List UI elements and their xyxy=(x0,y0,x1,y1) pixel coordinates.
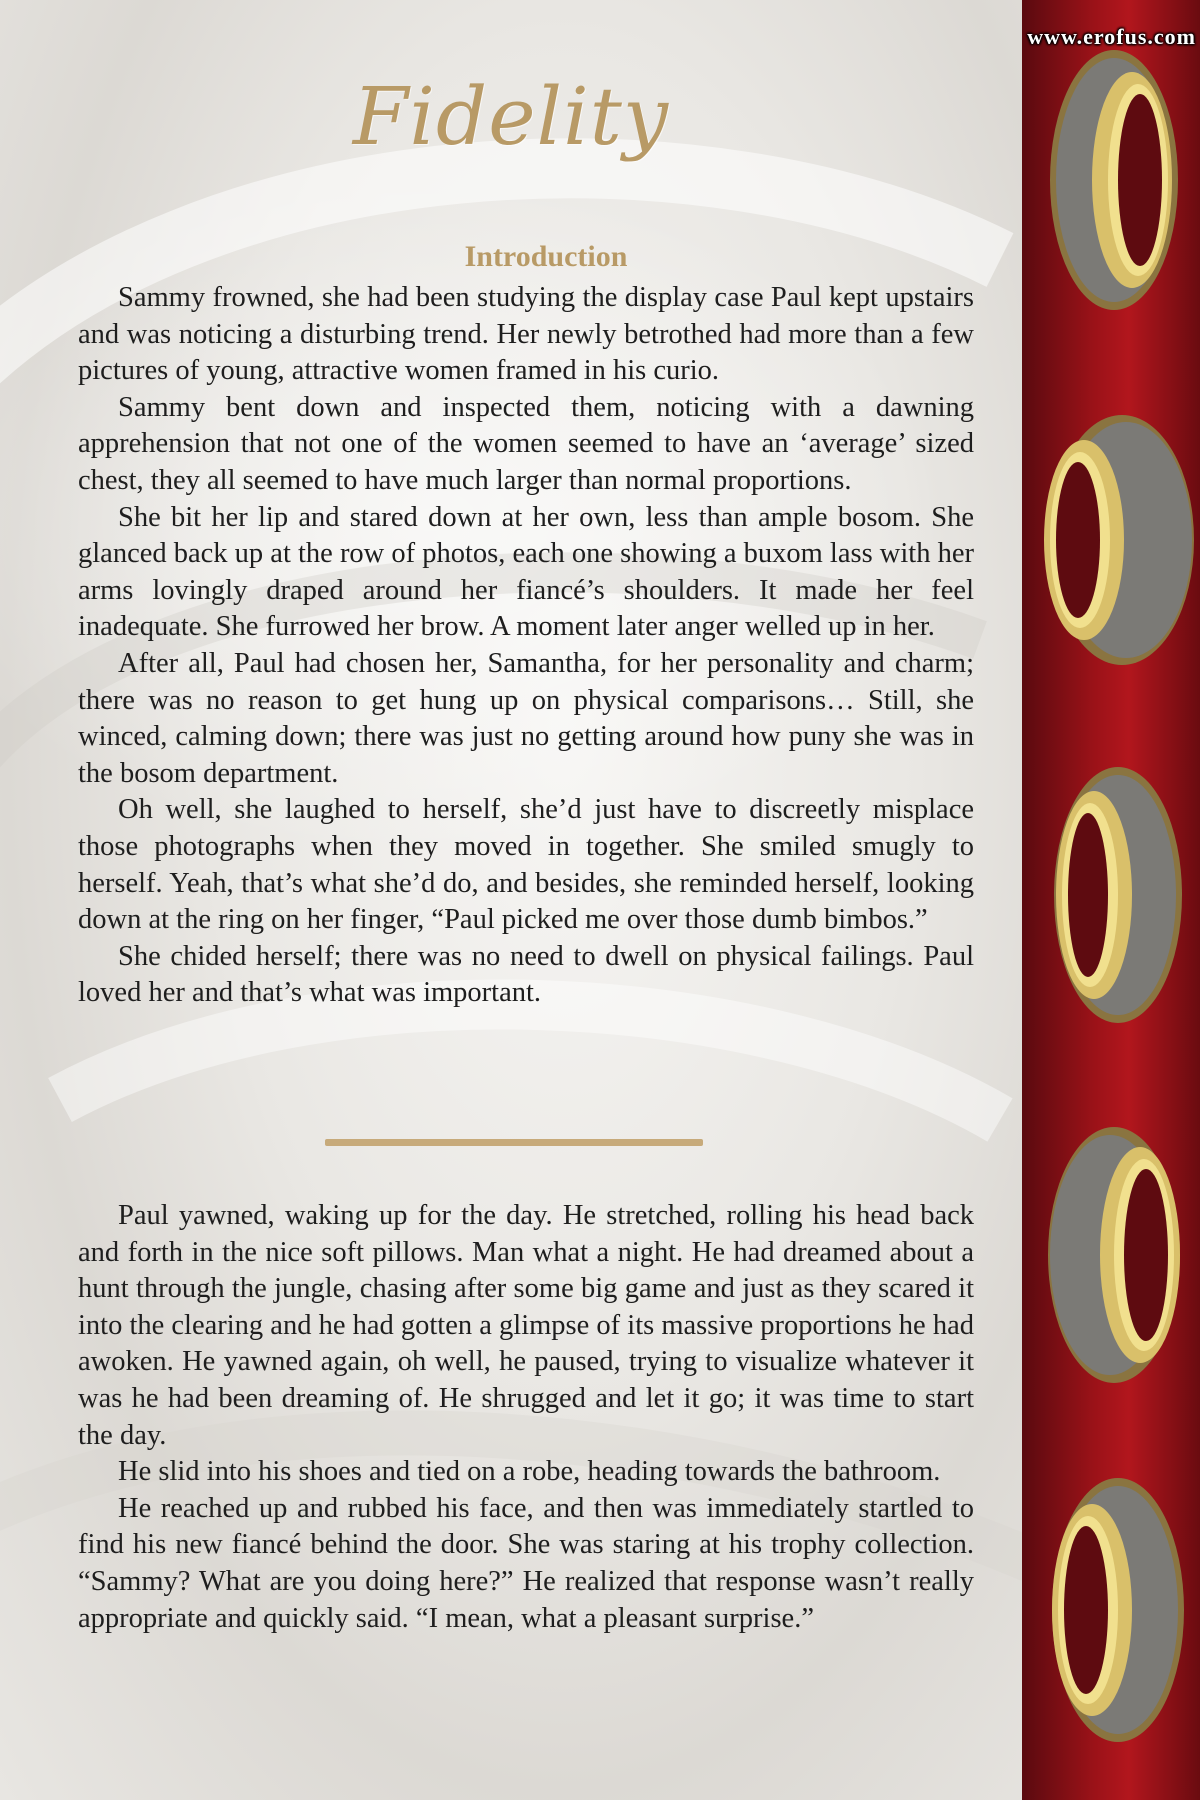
ring-icon xyxy=(1022,750,1200,1040)
paragraph: After all, Paul had chosen her, Samantha, for her personality and charm; there was no reason to get hung up on physical comparisons… Still, she winced, calming down; there was just no getting around how puny she was in the bosom department. xyxy=(78,647,974,789)
section-divider xyxy=(325,1139,703,1146)
story-title: Fidelity xyxy=(352,70,670,163)
ring-sidebar xyxy=(1022,0,1200,1800)
ring-icon xyxy=(1022,1460,1200,1760)
paragraph: He slid into his shoes and tied on a robe, heading towards the bathroom. xyxy=(118,1456,941,1488)
section-heading: Introduction xyxy=(464,240,628,273)
ring-icon xyxy=(1022,1110,1200,1400)
paragraph: Oh well, she laughed to herself, she’d just have to discreetly misplace those photographs when they moved in together. She smiled smugly to herself. Yeah, that’s what she’d do, and besides, she reminded herself, looking down at the ring on her finger, “Paul picked me over those dumb bimbos.” xyxy=(78,794,974,936)
ring-icon xyxy=(1022,400,1200,680)
watermark: www.erofus.com xyxy=(1027,24,1196,49)
paragraph: She bit her lip and stared down at her own, less than ample bosom. She glanced back up at the row of photos, each one showing a buxom lass with her arms lovingly draped around her fiancé’s shoulders. It made her feel inadequate. She furrowed her brow. A moment later anger welled up in her. xyxy=(78,501,974,643)
paragraph: He reached up and rubbed his face, and then was immediately startled to find his new fiancé behind the door. She was staring at his trophy collection. “Sammy? What are you doing here?” He realized that response wasn’t really appropriate and quickly said. “I mean, what a pleasant surprise.” xyxy=(78,1492,974,1634)
ring-icon xyxy=(1022,30,1200,330)
paragraph: Paul yawned, waking up for the day. He stretched, rolling his head back and forth in the nice soft pillows. Man what a night. He had dreamed about a hunt through the jungle, chasing after some big game and just as they scared it into the clearing and he had gotten a glimpse of its massive proportions he had awoken. He yawned again, oh well, he paused, trying to visualize whatever it was he had been dreaming of. He shrugged and let it go; it was time to start the day. xyxy=(78,1200,974,1451)
paragraph: Sammy frowned, she had been studying the display case Paul kept upstairs and was noticing a disturbing trend. Her newly betrothed had more than a few pictures of young, attractive women framed in his curio. xyxy=(78,282,974,387)
paragraph: Sammy bent down and inspected them, noticing with a dawning apprehension that not one of the women seemed to have an ‘average’ sized chest, they all seemed to have much larger than normal proportions. xyxy=(78,391,974,496)
paragraph: She chided herself; there was no need to dwell on physical failings. Paul loved her and that’s what was important. xyxy=(78,940,974,1009)
story-text-part1 xyxy=(78,280,974,1012)
story-text-part2 xyxy=(78,1198,974,1637)
